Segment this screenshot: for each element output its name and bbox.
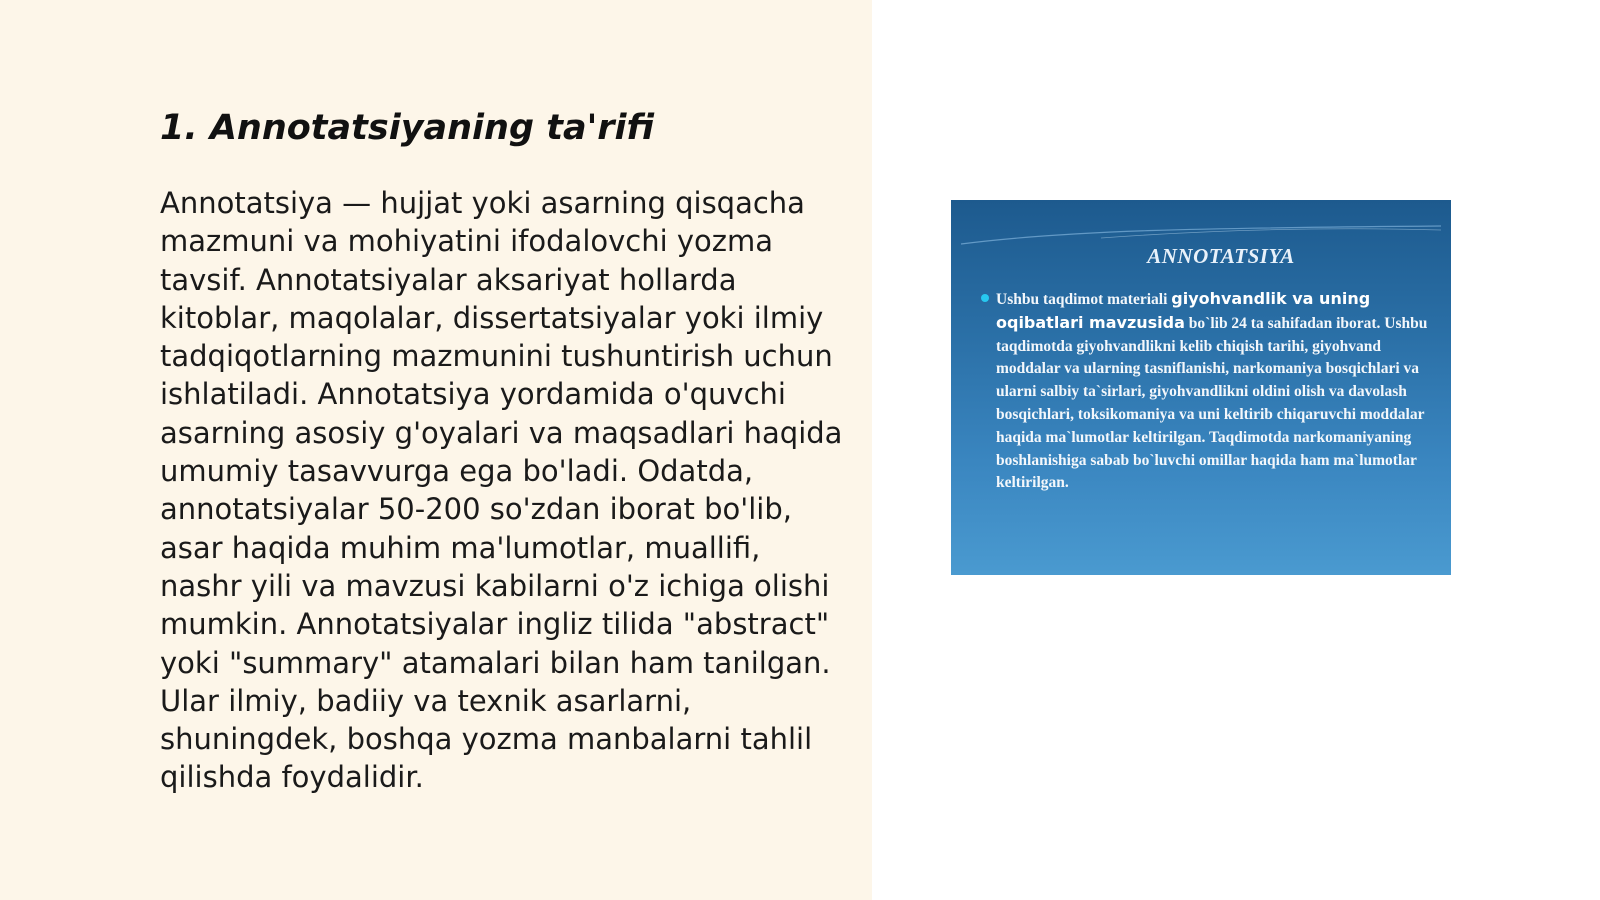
bullet-icon: [981, 294, 989, 302]
slide-heading: 1. Annotatsiyaning ta'rifi: [160, 108, 655, 148]
annotation-image: [951, 200, 1451, 575]
image-text-rest: bo`lib 24 ta sahifadan iborat. Ushbu taqdimotda giyohvandlikni kelib chiqish tarihi, giyohvand moddalar va ularning tasniflanishi, narkomaniya bosqichlari va ularni salbiy ta`sirlari, giyohvandlikni oldini olish va davolash bosqichlari, toksikomaniya va uni keltirib chiqaruvchi moddalar haqida ma`lumotlar keltirilgan. Taqdimotda narkomaniyaning boshlanishiga sabab bo`luvchi omillar haqida ham ma`lumotlar keltirilgan.: [996, 314, 1428, 492]
image-text-intro: Ushbu taqdimot materiali: [996, 291, 1172, 308]
image-paragraph: [996, 288, 1428, 495]
image-text-highlight: giyohvandlik va uning oqibatlari mavzusida: [996, 289, 1371, 332]
image-title: ANNOTATSIYA: [1147, 244, 1295, 268]
slide-body-text: Annotatsiya — hujjat yoki asarning qisqacha mazmuni va mohiyatini ifodalovchi yozma tavsif. Annotatsiyalar aksariyat hollarda kitoblar, maqolalar, dissertatsiyalar yoki ilmiy tadqiqotlarning mazmunini tushuntirish uchun ishlatiladi. Annotatsiya yordamida o'quvchi asarning asosiy g'oyalari va maqsadlari haqida umumiy tasavvurga ega bo'ladi. Odatda, annotatsiyalar 50-200 so'zdan iborat bo'lib, asar haqida muhim ma'lumotlar, muallifi, nashr yili va mavzusi kabilarni o'z ichiga olishi mumkin. Annotatsiyalar ingliz tilida "abstract" yoki "summary" atamalari bilan ham tanilgan. Ular ilmiy, badiiy va texnik asarlarni, shuningdek, boshqa yozma manbalarni tahlil qilishda foydalidir.: [160, 186, 843, 795]
